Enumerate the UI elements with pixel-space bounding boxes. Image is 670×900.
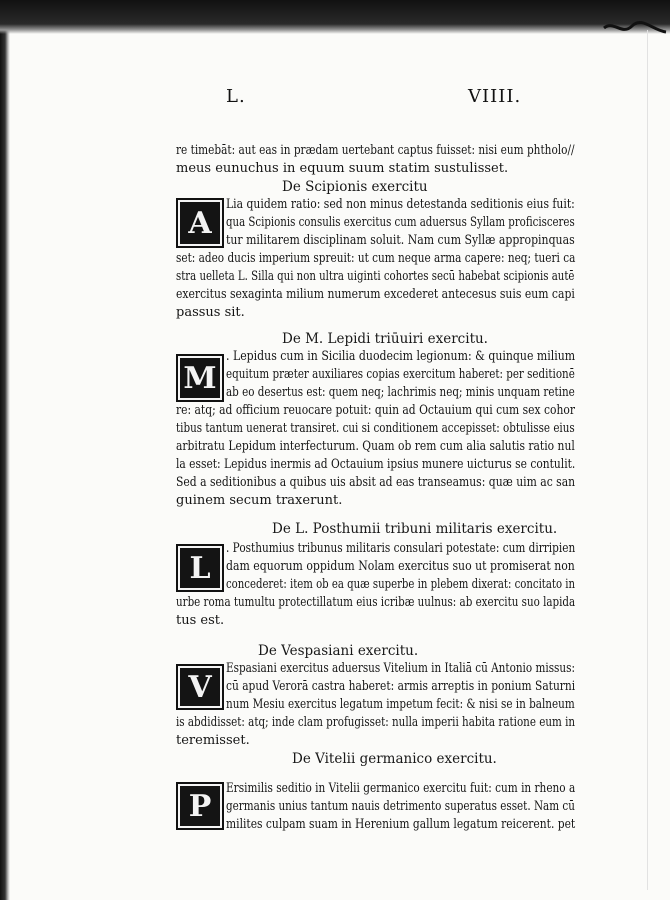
text-line: . Posthumius tribunus militaris consulari potestate: cum dirripien [226,541,576,556]
initial-letter: M [183,360,217,396]
section-heading: De Vespasiani exercitu. [258,643,419,659]
text-line: set: adeo ducis imperium spreuit: ut cum neque arma capere: neq; tueri ca [176,251,576,266]
scan-edge-left [0,0,10,900]
text-line: la esset: Lepidus inermis ad Octauium ipsius munere uicturus se contulit. [176,457,576,472]
text-line: germanis unius tantum nauis detrimento superatus esset. Nam cū [226,799,575,814]
page-curl-mark [600,10,670,44]
initial-letter: L [189,550,211,586]
page-fold [647,30,648,890]
initial-letter: A [188,205,212,241]
text-line: re: atq; ad officium reuocare potuit: quin ad Octauium qui cum sex cohor [176,403,575,418]
text-line: teremisset. [176,733,250,748]
initial-letter: V [188,669,212,705]
section-heading: De Scipionis exercitu [282,179,428,195]
text-line: stra uelleta L. Silla qui non ultra uiginti cohortes secū habebat scipionis autē [176,269,575,284]
text-line: Ersimilis seditio in Vitelii germanico exercitu fuit: cum in rheno a [226,781,576,796]
text-line: tibus tantum uenerat transiret. cui si conditionem accepisset: obtulisse eius [176,421,575,436]
decorated-initial-a [176,198,224,248]
text-line: dam equorum oppidum Nolam exercitus suo ut promiserat non [226,559,575,574]
text-line: tus est. [176,613,225,628]
continuation-line: meus eunuchus in equum suum statim sustulisset. [176,161,509,176]
section-heading: De L. Posthumii tribuni militaris exercitu. [272,521,558,537]
decorated-initial-p [176,782,224,830]
text-line: equitum præter auxiliares copias exercitum haberet: per seditionē [226,367,575,382]
text-line: cū apud Verorā castra haberet: armis arreptis in ponium Saturni [226,679,576,694]
scan-edge-top [0,0,670,34]
text-line: passus sit. [176,305,245,320]
text-line: is abdidisset: atq; inde clam profugisset: nulla imperii habita ratione eum in [176,715,576,730]
folio-number: VIIII. [468,86,522,107]
text-line: arbitratu Lepidum interfecturum. Quam ob rem cum alia salutis ratio nul [176,439,575,454]
section-heading: De M. Lepidi triūuiri exercitu. [282,331,488,347]
section-heading: De Vitelii germanico exercitu. [292,751,497,767]
text-line: Lia quidem ratio: sed non minus detestanda seditionis eius fuit: [226,197,575,212]
text-line: num Mesiu exercitus legatum impetum fecit: & nisi se in balneum [226,697,575,712]
decorated-initial-m [176,354,224,402]
decorated-initial-l [176,544,224,592]
text-line: . Lepidus cum in Sicilia duodecim legionum: & quinque milium [226,349,576,364]
text-line: ab eo desertus est: quem neq; lachrimis neq; minis unquam retine [226,385,575,400]
text-line: qua Scipionis consulis exercitus cum aduersus Syllam proficisceres [226,215,575,230]
text-line: urbe roma tumultu protectillatum eius icribæ uulnus: ab exercitu suo lapida [176,595,576,610]
running-head-left: L. [226,86,246,107]
initial-letter: P [188,788,212,824]
text-line: Espasiani exercitus aduersus Vitelium in Italiā cū Antonio missus: [226,661,575,676]
text-line: milites culpam suam in Herenium gallum legatum reicerent. pet [226,817,576,832]
text-line: Sed a seditionibus a quibus uis absit ad eas transeamus: quæ uim ac san [176,475,576,490]
text-line: concederet: item ob ea quæ superbe in plebem dixerat: concitato in [226,577,576,592]
text-line: exercitus sexaginta milium numerum excederet antecesus suis eum capi [176,287,575,302]
decorated-initial-v [176,664,224,710]
continuation-line: re timebāt: aut eas in prædam uertebant captus fuisset: nisi eum phtholo// [176,143,575,158]
text-line: tur militarem disciplinam soluit. Nam cum Syllæ appropinquas [226,233,575,248]
text-line: guinem secum traxerunt. [176,493,343,508]
